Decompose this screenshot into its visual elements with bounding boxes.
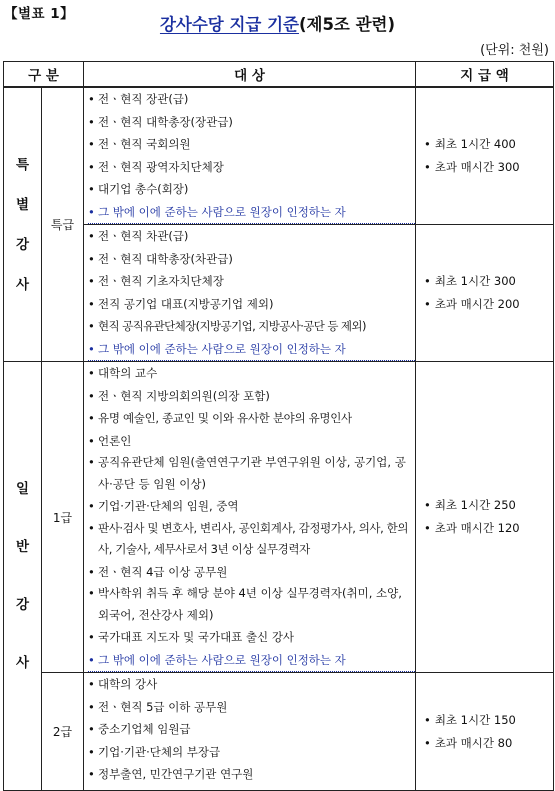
allowance-table — [3, 61, 554, 791]
grade-special: 특급 — [42, 87, 84, 362]
list-item: • 정부출연, 민간연구기관 연구원 — [88, 763, 415, 786]
list-item: • 전ㆍ현직 4급 이상 공무원 — [88, 561, 415, 584]
grade-second: 2급 — [42, 673, 84, 791]
attachment-label: 【별표 1】 — [4, 6, 75, 22]
target-list — [84, 225, 416, 362]
list-item: • 전ㆍ현직 지방의회의원(의장 포함) — [88, 385, 415, 408]
amount-cell — [416, 87, 554, 225]
amount-first-hour: • 최초 1시간 400 — [424, 133, 553, 156]
amount-additional-hour: • 초과 매시간 120 — [424, 517, 553, 540]
table-row — [4, 87, 554, 225]
title-main: 강사수당 지급 기준 — [159, 15, 299, 34]
list-item: • 국가대표 지도자 및 국가대표 출신 강사 — [88, 626, 415, 649]
list-item: • 전ㆍ현직 대학총장(장관급) — [88, 111, 415, 134]
amount-additional-hour: • 초과 매시간 80 — [424, 732, 553, 755]
category-special-lecturer: 특 별 강 사 — [4, 87, 42, 362]
document-title — [0, 11, 555, 35]
list-item: • 전ㆍ현직 차관(급) — [88, 225, 415, 248]
list-item: • 전직 공기업 대표(지방공기업 제외) — [88, 293, 415, 316]
table-header-row — [4, 62, 554, 88]
amount-cell — [416, 225, 554, 362]
header-amount: 지 급 액 — [416, 62, 554, 88]
list-item: • 중소기업체 임원급 — [88, 718, 415, 741]
list-item: • 전ㆍ현직 장관(급) — [88, 88, 415, 111]
list-item-note: • 그 밖에 이에 준하는 사람으로 원장이 인정하는 자 — [88, 201, 415, 225]
list-item-note: • 그 밖에 이에 준하는 사람으로 원장이 인정하는 자 — [88, 338, 415, 362]
amount-first-hour: • 최초 1시간 300 — [424, 270, 553, 293]
list-item: • 대기업 총수(회장) — [88, 178, 415, 201]
amount-first-hour: • 최초 1시간 150 — [424, 709, 553, 732]
list-item: • 기업·기관·단체의 임원, 중역 — [88, 495, 415, 518]
header-target: 대 상 — [84, 62, 416, 88]
list-item-note: • 그 밖에 이에 준하는 사람으로 원장이 인정하는 자 — [88, 649, 415, 673]
amount-additional-hour: • 초과 매시간 300 — [424, 156, 553, 179]
target-list — [84, 87, 416, 225]
amount-first-hour: • 최초 1시간 250 — [424, 494, 553, 517]
target-list — [84, 362, 416, 673]
list-item: • 언론인 — [88, 430, 415, 453]
table-row — [4, 225, 554, 362]
list-item: • 대학의 강사 — [88, 673, 415, 696]
list-item: • 전ㆍ현직 광역자치단체장 — [88, 156, 415, 179]
list-item: • 전ㆍ현직 5급 이하 공무원 — [88, 696, 415, 719]
list-item: • 현직 공직유관단체장(지방공기업, 지방공사·공단 등 제외) — [88, 315, 415, 338]
list-item: • 공직유관단체 임원(출연연구기관 부연구위원 이상, 공기업, 공사·공단 등 임원 이상) — [88, 452, 415, 495]
list-item: • 기업·기관·단체의 부장급 — [88, 741, 415, 764]
list-item: • 박사학위 취득 후 해당 분야 4년 이상 실무경력자(취미, 소양, 외국어, 전산강사 제외) — [88, 583, 415, 626]
table-row — [4, 362, 554, 673]
header-category: 구 분 — [4, 62, 84, 88]
list-item: • 전ㆍ현직 대학총장(차관급) — [88, 248, 415, 271]
list-item: • 유명 예술인, 종교인 및 이와 유사한 분야의 유명인사 — [88, 407, 415, 430]
list-item: • 전ㆍ현직 국회의원 — [88, 133, 415, 156]
list-item: • 판사·검사 및 변호사, 변리사, 공인회계사, 감정평가사, 의사, 한의사, 기술사, 세무사로서 3년 이상 실무경력자 — [88, 518, 415, 561]
amount-additional-hour: • 초과 매시간 200 — [424, 293, 553, 316]
list-item: • 대학의 교수 — [88, 362, 415, 385]
amount-cell — [416, 362, 554, 673]
target-list — [84, 673, 416, 791]
title-sub: (제5조 관련) — [298, 15, 396, 34]
unit-note: (단위: 천원) — [480, 43, 549, 58]
table-row — [4, 673, 554, 791]
grade-first: 1급 — [42, 362, 84, 673]
category-general-lecturer: 일 반 강 사 — [4, 362, 42, 791]
list-item: • 전ㆍ현직 기초자치단체장 — [88, 270, 415, 293]
amount-cell — [416, 673, 554, 791]
